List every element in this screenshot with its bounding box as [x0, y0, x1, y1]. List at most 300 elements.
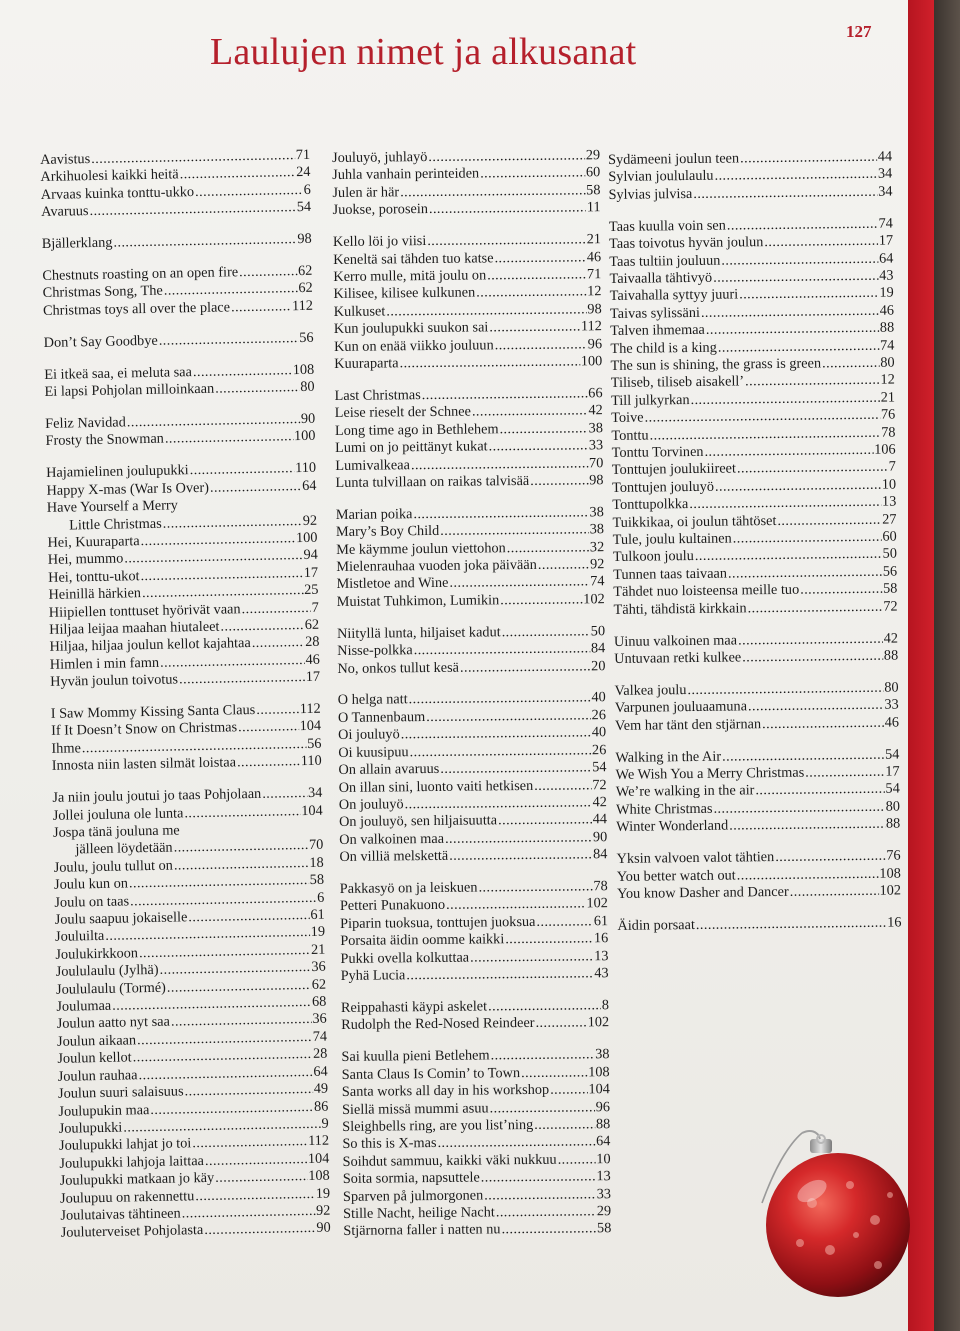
- dot-leader: [460, 658, 590, 677]
- song-title: jälleen löydetään: [75, 839, 173, 858]
- song-page-number: 12: [880, 371, 895, 389]
- song-title: Winter Wonderland: [616, 817, 729, 836]
- song-page-number: 112: [299, 700, 321, 718]
- song-title: Joulu, joulu tullut on: [53, 857, 174, 876]
- dot-leader: [481, 1168, 596, 1187]
- song-page-number: 74: [878, 215, 893, 232]
- index-entry: [341, 1015, 609, 1035]
- dot-leader: [241, 599, 310, 618]
- index-entry: [617, 914, 901, 935]
- dot-leader: [500, 591, 582, 609]
- song-title: Sylvian joululaulu: [608, 168, 714, 186]
- song-page-number: 100: [293, 428, 316, 445]
- song-page-number: 17: [303, 564, 319, 581]
- song-title: Vem har tänt den stjärnan: [614, 715, 762, 734]
- song-page-number: 49: [313, 1080, 329, 1098]
- song-page-number: 58: [586, 182, 601, 199]
- song-title: Till julkyrkan: [610, 391, 690, 409]
- song-page-number: 27: [882, 511, 897, 528]
- cover-edge-dark: [934, 0, 960, 1331]
- dot-leader: [742, 648, 883, 667]
- song-title: Avaruus: [41, 203, 89, 221]
- dot-leader: [755, 781, 884, 800]
- dot-leader: [805, 764, 884, 782]
- song-title: You know Dasher and Dancer: [616, 883, 789, 902]
- dot-leader: [706, 320, 879, 340]
- song-title: Have Yourself a Merry: [46, 497, 178, 517]
- dot-leader: [215, 1168, 307, 1187]
- dot-leader: [715, 477, 881, 496]
- song-page-number: 64: [302, 477, 317, 494]
- dot-leader: [184, 803, 300, 823]
- song-page-number: 110: [295, 460, 317, 477]
- song-page-number: 84: [593, 846, 608, 863]
- song-page-number: 40: [591, 724, 607, 741]
- dot-leader: [192, 1133, 307, 1153]
- dot-leader: [231, 298, 291, 317]
- song-page-number: 25: [304, 581, 319, 599]
- song-title: Tonttujen jouluyö: [612, 478, 715, 496]
- song-title: Santa works all day in his workshop: [341, 1081, 550, 1101]
- song-page-number: 13: [596, 1168, 611, 1185]
- song-title: Ihme: [51, 740, 81, 757]
- index-letter-group: [51, 701, 322, 776]
- index-letter-group: [44, 330, 314, 353]
- song-title: Joululaulu (Tormé): [55, 979, 166, 998]
- song-page-number: 38: [595, 1046, 610, 1063]
- index-letter-group: [332, 147, 601, 219]
- dot-leader: [239, 263, 297, 282]
- dot-leader: [179, 165, 295, 185]
- christmas-bauble-icon: [760, 1125, 925, 1305]
- song-page-number: 33: [588, 437, 604, 454]
- dot-leader: [748, 697, 884, 716]
- song-title: Valkea joulu: [614, 681, 687, 699]
- song-title: Arvaas kuinka tonttu-ukko: [40, 183, 195, 203]
- song-title: On illan sini, luonto vaiti hetkisen: [338, 777, 534, 796]
- dot-leader: [484, 1186, 596, 1205]
- song-title: Soihdut sammuu, kaikki väki nukkuu: [342, 1151, 557, 1170]
- dot-leader: [534, 777, 591, 795]
- dot-leader: [411, 455, 588, 474]
- song-page-number: 24: [295, 164, 311, 181]
- dot-leader: [696, 915, 886, 935]
- song-page-number: 33: [596, 1185, 612, 1202]
- song-title: Walking in the Air: [615, 748, 722, 766]
- song-title: Me käymme joulun viettohon: [336, 539, 506, 558]
- index-letter-group: [44, 361, 315, 401]
- song-page-number: 7: [888, 458, 896, 475]
- song-title: Jollei jouluna ole lunta: [52, 804, 184, 824]
- index-letter-group: [40, 147, 311, 222]
- song-page-number: 102: [586, 895, 608, 912]
- index-letter-group: [614, 679, 899, 735]
- song-page-number: 90: [316, 1219, 331, 1237]
- song-title: Pukki ovella kolkuttaa: [340, 949, 470, 967]
- song-title: Christmas toys all over the place: [42, 299, 231, 319]
- song-title: Kulkuset: [333, 303, 386, 320]
- song-page-number: 62: [311, 976, 327, 993]
- song-page-number: 64: [878, 250, 894, 267]
- song-page-number: 6: [317, 889, 325, 906]
- song-page-number: 64: [596, 1133, 611, 1150]
- dot-leader: [422, 385, 588, 404]
- song-page-number: 104: [307, 1150, 330, 1167]
- dot-leader: [538, 556, 589, 574]
- song-title: Arkihuolesi kaikki heitä: [40, 166, 179, 186]
- song-title: Yksin valvoen valot tähtien: [616, 849, 775, 868]
- song-title: Joulun kellot: [57, 1049, 132, 1068]
- dot-leader: [440, 522, 589, 541]
- dot-leader: [775, 848, 885, 867]
- song-page-number: 110: [300, 752, 322, 770]
- dot-leader: [490, 1099, 595, 1118]
- song-title: On valkoinen maa: [339, 830, 445, 848]
- dot-leader: [507, 539, 589, 557]
- song-page-number: 74: [879, 337, 895, 354]
- dot-leader: [427, 231, 586, 250]
- song-page-number: 6: [303, 181, 311, 198]
- dot-leader: [505, 931, 593, 949]
- song-title: Tiliseb, tiliseb aisakell’: [610, 373, 745, 392]
- song-page-number: 72: [883, 598, 898, 615]
- song-title: The sun is shining, the grass is green: [610, 355, 822, 374]
- dot-leader: [262, 785, 307, 803]
- song-title: We’re walking in the air: [615, 782, 755, 801]
- song-page-number: 74: [590, 573, 605, 590]
- song-title: Hajamielinen joulupukki: [46, 462, 189, 482]
- dot-leader: [491, 1047, 595, 1065]
- song-title: Keneltä sai tähden tuo katse: [333, 249, 494, 268]
- song-page-number: 56: [882, 563, 898, 580]
- song-page-number: 104: [588, 1081, 610, 1098]
- index-entry: [42, 231, 312, 254]
- song-page-number: 28: [305, 634, 320, 651]
- song-title: Don’t Say Goodbye: [43, 332, 158, 351]
- song-title: Innosta niin lasten silmät loistaa: [51, 754, 237, 775]
- index-entry: [341, 965, 609, 985]
- index-entry: [343, 1220, 611, 1240]
- dot-leader: [535, 1015, 586, 1033]
- song-page-number: 13: [594, 947, 609, 964]
- song-page-number: 112: [580, 318, 602, 335]
- index-entry: [616, 816, 900, 837]
- dot-leader: [550, 1081, 587, 1099]
- song-title: Lumivalkeaa: [335, 456, 411, 474]
- dot-leader: [428, 147, 585, 166]
- index-entry: [339, 846, 607, 866]
- dot-leader: [488, 997, 601, 1016]
- song-page-number: 32: [589, 538, 605, 555]
- index-entry: [335, 472, 603, 492]
- song-title: O helga natt: [337, 691, 408, 709]
- index-letter-group: [45, 411, 316, 451]
- song-page-number: 108: [588, 1063, 610, 1081]
- song-title: Frosty the Snowman: [45, 431, 165, 450]
- index-entry: [613, 598, 897, 619]
- dot-leader: [410, 742, 592, 761]
- song-title: Kuuraparta: [334, 355, 399, 372]
- song-page-number: 56: [306, 735, 322, 752]
- song-title: Kun on enää viikko jouluun: [333, 336, 494, 355]
- dot-leader: [210, 478, 302, 497]
- song-page-number: 50: [882, 545, 898, 563]
- dot-leader: [386, 301, 586, 321]
- index-entry: [337, 658, 605, 678]
- song-title: Long time ago in Bethlehem: [334, 420, 499, 439]
- song-page-number: 78: [881, 424, 896, 441]
- dot-leader: [489, 319, 580, 337]
- song-page-number: 36: [312, 1011, 327, 1028]
- song-page-number: 96: [587, 335, 603, 352]
- song-title: Taivaalla tähtivyö: [609, 269, 713, 287]
- dot-leader: [738, 630, 883, 649]
- song-page-number: 74: [312, 1028, 328, 1045]
- song-title: Taas tultiin jouluun: [609, 252, 721, 270]
- song-title: Happy X-mas (War Is Over): [46, 479, 210, 499]
- dot-leader: [440, 759, 591, 778]
- song-page-number: 29: [585, 147, 601, 164]
- song-page-number: 60: [585, 164, 601, 181]
- song-title: Stjärnorna faller i natten nu: [343, 1221, 501, 1240]
- dot-leader: [489, 437, 588, 455]
- song-page-number: 56: [299, 329, 314, 346]
- song-page-number: 19: [879, 284, 894, 302]
- song-title: Heinillä härkien: [48, 585, 142, 604]
- song-title: Lumi on jo peittänyt kukat: [335, 438, 488, 457]
- song-title: Siellä missä mummi asuu: [341, 1099, 489, 1118]
- song-page-number: 66: [588, 385, 603, 402]
- index-letter-group: [617, 914, 901, 935]
- index-entry: [334, 353, 602, 373]
- dot-leader: [446, 896, 585, 915]
- song-page-number: 90: [300, 410, 316, 428]
- song-title: On villiä melskettä: [339, 847, 449, 866]
- dot-leader: [480, 165, 585, 184]
- song-title: Tulkoon joulu: [612, 548, 694, 566]
- dot-leader: [256, 701, 299, 719]
- index-entry: [617, 882, 901, 903]
- song-title: Hiipiellen tonttuset hyörivät vaan: [48, 600, 241, 621]
- song-page-number: 84: [590, 640, 606, 657]
- song-title: Joululaulu (Jylhä): [55, 962, 159, 981]
- song-title: On jouluyö, sen hiljaisuutta: [338, 812, 498, 831]
- song-title: Sai kuulla pieni Betlehem: [341, 1047, 490, 1066]
- song-page-number: 38: [589, 521, 605, 538]
- song-title: Joulutaivas tähtineen: [60, 1205, 181, 1224]
- dot-leader: [502, 623, 590, 641]
- song-title: Joulupukki: [58, 1119, 123, 1137]
- dot-leader: [704, 442, 873, 461]
- song-page-number: 7: [311, 599, 319, 616]
- dot-leader: [495, 336, 587, 354]
- song-title: Uinuu valkoinen maa: [613, 632, 738, 650]
- song-page-number: 94: [303, 547, 318, 564]
- dot-leader: [252, 634, 305, 652]
- song-page-number: 12: [587, 283, 602, 300]
- index-letter-group: [338, 690, 608, 867]
- song-page-number: 54: [296, 199, 312, 216]
- song-title: Himlen i min famn: [49, 654, 160, 673]
- song-page-number: 61: [593, 912, 609, 930]
- index-entry: [44, 330, 314, 353]
- song-title: Oi kuusipuu: [338, 743, 409, 761]
- song-title: Tunnen taas taivaan: [613, 565, 728, 583]
- song-page-number: 16: [593, 930, 609, 947]
- dot-leader: [693, 184, 877, 204]
- song-page-number: 108: [308, 1167, 330, 1185]
- song-title: Piparin tuoksua, tonttujen juoksua: [340, 913, 536, 932]
- song-page-number: 21: [586, 231, 602, 248]
- song-title: I Saw Mommy Kissing Santa Claus: [50, 702, 256, 722]
- index-letter-group: [608, 149, 893, 205]
- song-title: Tuikkikaa, oi joulun tähtöset: [612, 512, 777, 531]
- song-title: Mielenrauhaa vuoden joka päivään: [336, 556, 537, 576]
- song-title: Tähti, tähdistä kirkkain: [613, 599, 747, 618]
- song-title: Niityllä lunta, hiljaiset kadut: [336, 624, 501, 642]
- index-letter-group: [42, 263, 313, 320]
- song-title: Little Christmas: [69, 515, 162, 534]
- dot-leader: [536, 913, 593, 931]
- dot-leader: [729, 816, 885, 835]
- song-title: Juhla vanhain perinteiden: [332, 165, 480, 184]
- dot-leader: [701, 302, 879, 322]
- dot-leader: [205, 1151, 307, 1170]
- song-page-number: 42: [883, 630, 899, 647]
- song-page-number: 46: [305, 651, 320, 668]
- song-title: Soita sormia, napsuttele: [342, 1169, 480, 1188]
- index-letter-group: [341, 997, 609, 1035]
- song-page-number: 102: [879, 882, 902, 899]
- song-title: Pyhä Lucia: [340, 967, 406, 985]
- song-title: Kun joulupukki suukon sai: [333, 319, 489, 338]
- dot-leader: [220, 617, 304, 636]
- song-page-number: 80: [884, 679, 899, 696]
- index-letter-group: [46, 460, 320, 691]
- song-page-number: 42: [588, 402, 603, 419]
- song-page-number: 98: [589, 472, 604, 489]
- song-page-number: 58: [882, 580, 898, 597]
- dot-leader: [449, 846, 592, 865]
- song-page-number: 76: [880, 406, 896, 423]
- dot-leader: [238, 719, 299, 738]
- dot-leader: [179, 669, 305, 689]
- dot-leader: [822, 355, 879, 373]
- song-title: Ei itkeä saa, ei meluta saa: [44, 363, 193, 383]
- song-title: Tähdet nuo loisteensa meille tuo: [613, 581, 800, 601]
- song-page-number: 62: [297, 262, 313, 280]
- dot-leader: [399, 353, 579, 372]
- page-number: 127: [846, 22, 872, 41]
- dot-leader: [498, 812, 592, 830]
- dot-leader: [558, 1151, 596, 1169]
- dot-leader: [406, 965, 593, 984]
- song-page-number: 108: [292, 361, 315, 378]
- song-page-number: 38: [589, 503, 604, 521]
- song-page-number: 21: [310, 941, 326, 958]
- song-page-number: 88: [595, 1116, 611, 1133]
- song-title: O Tannenbaum: [337, 708, 426, 726]
- dot-leader: [740, 149, 877, 168]
- song-title: Kello löi jo viisi: [332, 233, 427, 251]
- song-title: Jouluyö, juhlayö: [332, 149, 428, 166]
- song-page-number: 58: [309, 871, 325, 889]
- song-title: Tonttupolkka: [612, 496, 689, 514]
- song-title: Tonttujen joulukiireet: [611, 460, 737, 479]
- index-column-1: [40, 147, 331, 1257]
- dot-leader: [478, 878, 592, 897]
- dot-leader: [800, 581, 882, 599]
- dot-leader: [190, 460, 295, 479]
- song-page-number: 100: [295, 529, 318, 547]
- song-page-number: 68: [311, 993, 327, 1010]
- dot-leader: [113, 231, 296, 252]
- song-page-number: 112: [291, 297, 314, 315]
- song-title: Äidin porsaat: [617, 916, 695, 934]
- song-page-number: 58: [596, 1220, 612, 1237]
- song-page-number: 102: [583, 591, 605, 608]
- song-title: Feliz Navidad: [45, 414, 126, 432]
- song-page-number: 102: [587, 1014, 610, 1031]
- song-title: Hiljaa leijaa maahan hiutaleet: [49, 618, 220, 638]
- index-letter-group: [42, 231, 312, 254]
- dot-leader: [401, 725, 591, 744]
- dot-leader: [472, 403, 588, 422]
- song-page-number: 42: [592, 794, 607, 811]
- index-letter-group: [615, 746, 900, 836]
- song-title: Christmas Song, The: [42, 283, 163, 302]
- dot-leader: [405, 794, 592, 813]
- song-title: Marian poika: [335, 505, 413, 523]
- dot-leader: [737, 459, 888, 478]
- song-page-number: 29: [596, 1203, 612, 1220]
- dot-leader: [400, 182, 585, 201]
- song-title: Mary’s Boy Child: [335, 523, 440, 541]
- song-page-number: 96: [595, 1098, 611, 1115]
- index-letter-group: [341, 1046, 611, 1240]
- song-page-number: 17: [305, 668, 321, 686]
- song-title: On allain avaruus: [338, 761, 440, 779]
- song-title: Joulupukki matkaan jo käy: [59, 1169, 215, 1189]
- song-page-number: 92: [589, 556, 605, 573]
- song-page-number: 54: [885, 780, 900, 798]
- song-page-number: 61: [310, 906, 325, 923]
- song-page-number: 13: [881, 493, 897, 510]
- index-letter-group: [614, 630, 898, 668]
- dot-leader: [449, 574, 589, 593]
- song-title: Joulu kun on: [53, 875, 129, 894]
- song-page-number: 70: [308, 837, 324, 854]
- song-page-number: 88: [885, 815, 901, 832]
- song-title: Chestnuts roasting on an open fire: [42, 264, 239, 285]
- song-title: Untuvaan retki kulkee: [614, 649, 742, 667]
- song-title: If It Doesn’t Snow on Christmas: [50, 719, 238, 740]
- song-title: Oi jouluyö: [338, 726, 400, 744]
- song-page-number: 34: [878, 183, 893, 200]
- song-page-number: 38: [588, 419, 604, 437]
- song-page-number: 18: [309, 854, 324, 871]
- song-page-number: 71: [586, 266, 602, 283]
- dot-leader: [745, 372, 880, 391]
- song-page-number: 43: [879, 267, 894, 284]
- song-title: The child is a king: [610, 339, 717, 357]
- song-title: Tonttu Torvinen: [611, 443, 704, 461]
- song-page-number: 86: [313, 1098, 329, 1115]
- song-title: You better watch out: [616, 867, 736, 885]
- song-title: Joulupukki lahjat jo toi: [58, 1135, 192, 1155]
- song-page-number: 112: [307, 1132, 330, 1150]
- song-title: Leise rieselt der Schnee: [334, 403, 471, 422]
